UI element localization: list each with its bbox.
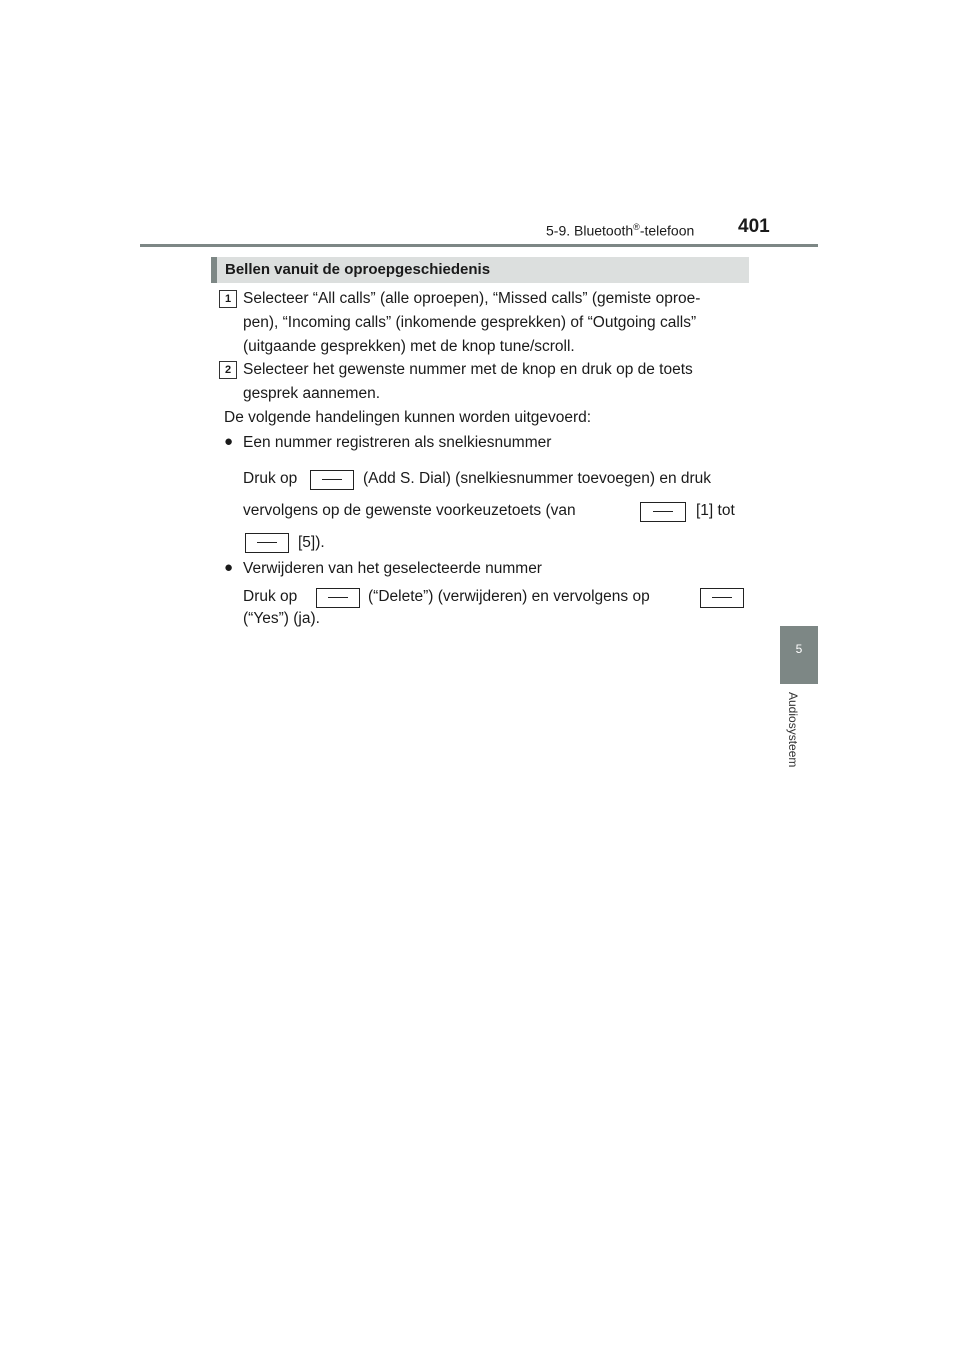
step-1-text (243, 287, 745, 359)
chapter-label: Audiosysteem (786, 692, 800, 768)
add-speed-dial-key[interactable] (310, 470, 354, 490)
delete-key[interactable] (316, 588, 360, 608)
header-section-prefix: 5-9. Bluetooth (546, 222, 634, 239)
registered-mark: ® (633, 222, 640, 232)
step-2-text (243, 358, 745, 406)
operations-intro: De volgende handelingen kunnen worden uitgevoerd: (224, 409, 592, 426)
section-heading (211, 257, 749, 283)
page-number: 401 (738, 216, 770, 237)
running-header (546, 222, 694, 239)
bullet-glyph: ● (224, 433, 234, 450)
bullet-1-title: Een nummer registreren als snelkiesnummer (243, 434, 552, 451)
chapter-tab: 5 (780, 626, 818, 684)
header-divider (140, 244, 818, 247)
section-heading-bar (211, 257, 217, 283)
step-1-line: pen), “Incoming calls” (inkomende gesprekken) of “Outgoing calls” (243, 314, 697, 331)
step-number-1: 1 (219, 290, 237, 308)
bullet-1-line2-a: vervolgens op de gewenste voorkeuzetoets (van (243, 502, 576, 519)
bullet-1-line2-b: [1] tot (696, 502, 735, 519)
preset-key-1[interactable] (640, 502, 686, 522)
bullet-1-line1-b: (Add S. Dial) (snelkiesnummer toevoegen) en druk (363, 470, 712, 487)
bullet-2-title: Verwijderen van het geselecteerde nummer (243, 560, 542, 577)
bullet-2-line2: (“Yes”) (ja). (243, 610, 320, 627)
bullet-2-line1-b: (“Delete”) (verwijderen) en vervolgens op (368, 588, 650, 605)
step-1-line: (uitgaande gesprekken) met de knop tune/scroll. (243, 338, 575, 355)
bullet-1-line3: [5]). (298, 534, 325, 551)
header-section-suffix: -telefoon (639, 222, 695, 239)
step-1-line: Selecteer “All calls” (alle oproepen), “Missed calls” (gemiste oproe- (243, 290, 701, 307)
section-title: Bellen vanuit de oproepgeschiedenis (225, 261, 491, 278)
preset-key-5[interactable] (245, 533, 289, 553)
yes-key[interactable] (700, 588, 744, 608)
bullet-2-line1-a: Druk op (243, 588, 298, 605)
step-2-line: Selecteer het gewenste nummer met de knop en druk op de toets (243, 361, 693, 378)
step-number-2: 2 (219, 361, 237, 379)
step-2-line: gesprek aannemen. (243, 385, 381, 402)
bullet-1-line1-a: Druk op (243, 470, 298, 487)
bullet-glyph: ● (224, 559, 234, 576)
